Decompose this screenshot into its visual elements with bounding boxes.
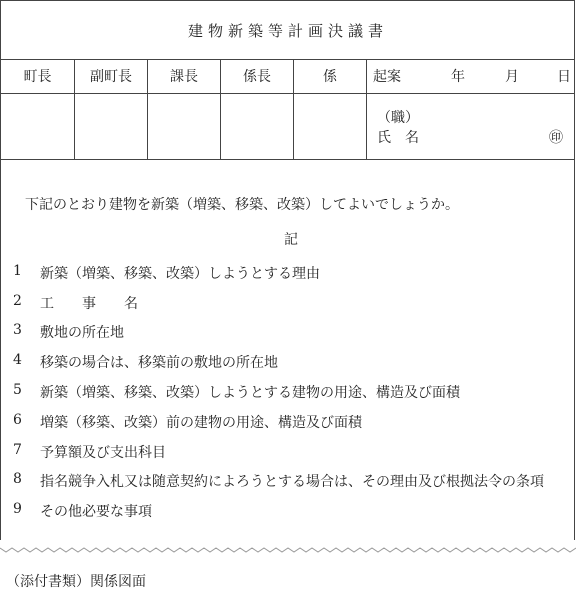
- item-number: 9: [13, 501, 22, 517]
- kian-label: 起案: [373, 69, 401, 85]
- signer-position: （職）: [377, 110, 419, 126]
- item-number: 1: [13, 263, 22, 279]
- item-text: 予算額及び支出科目: [40, 445, 166, 461]
- item-number: 8: [13, 471, 22, 487]
- approval-header-row: [1, 59, 575, 94]
- kian-day: 日: [557, 69, 571, 85]
- torn-edge: [0, 540, 576, 556]
- approval-stamp-row: [1, 93, 575, 160]
- item-number: 7: [13, 442, 22, 458]
- header-cell-deputy-mayor: 副町長: [75, 59, 148, 93]
- signer-name-label: 氏 名: [377, 130, 419, 146]
- item-text: 増築（移築、改築）前の建物の用途、構造及び面積: [40, 415, 362, 431]
- item-number: 2: [13, 293, 22, 309]
- stamp-box-mayor: [1, 93, 75, 159]
- header-cell-subsection-chief: 係長: [221, 59, 294, 93]
- header-cell-mayor: 町長: [1, 59, 75, 93]
- item-number: 6: [13, 412, 22, 428]
- attachment-note: （添付書類）関係図面: [6, 574, 146, 590]
- signer-cell: [367, 93, 575, 159]
- intro-text: 下記のとおり建物を新築（増築、移築、改築）してよいでしょうか。: [25, 197, 459, 213]
- kian-date-cell: [367, 59, 575, 93]
- item-number: 4: [13, 352, 22, 368]
- header-cell-section-chief: 課長: [148, 59, 221, 93]
- stamp-box-subsection-chief: [221, 93, 294, 159]
- item-text: 移築の場合は、移築前の敷地の所在地: [40, 355, 278, 371]
- item-number: 3: [13, 322, 22, 338]
- item-text: 新築（増築、移築、改築）しようとする建物の用途、構造及び面積: [40, 385, 460, 401]
- kian-year: 年: [451, 69, 465, 85]
- form-title: 建物新築等計画決議書: [1, 1, 575, 60]
- item-text: 新築（増築、移築、改築）しようとする理由: [40, 266, 320, 282]
- item-text: 指名競争入札又は随意契約によろうとする場合は、その理由及び根拠法令の条項: [40, 474, 544, 490]
- item-text: 工 事 名: [40, 296, 138, 312]
- stamp-box-deputy-mayor: [75, 93, 148, 159]
- item-text: その他必要な事項: [40, 504, 152, 520]
- header-cell-staff: 係: [294, 59, 367, 93]
- kian-month: 月: [505, 69, 519, 85]
- stamp-box-section-chief: [148, 93, 221, 159]
- ki-heading: 記: [284, 232, 298, 248]
- stamp-box-staff: [294, 93, 367, 159]
- item-text: 敷地の所在地: [40, 325, 124, 341]
- seal-mark: ㊞: [549, 130, 563, 146]
- item-number: 5: [13, 382, 22, 398]
